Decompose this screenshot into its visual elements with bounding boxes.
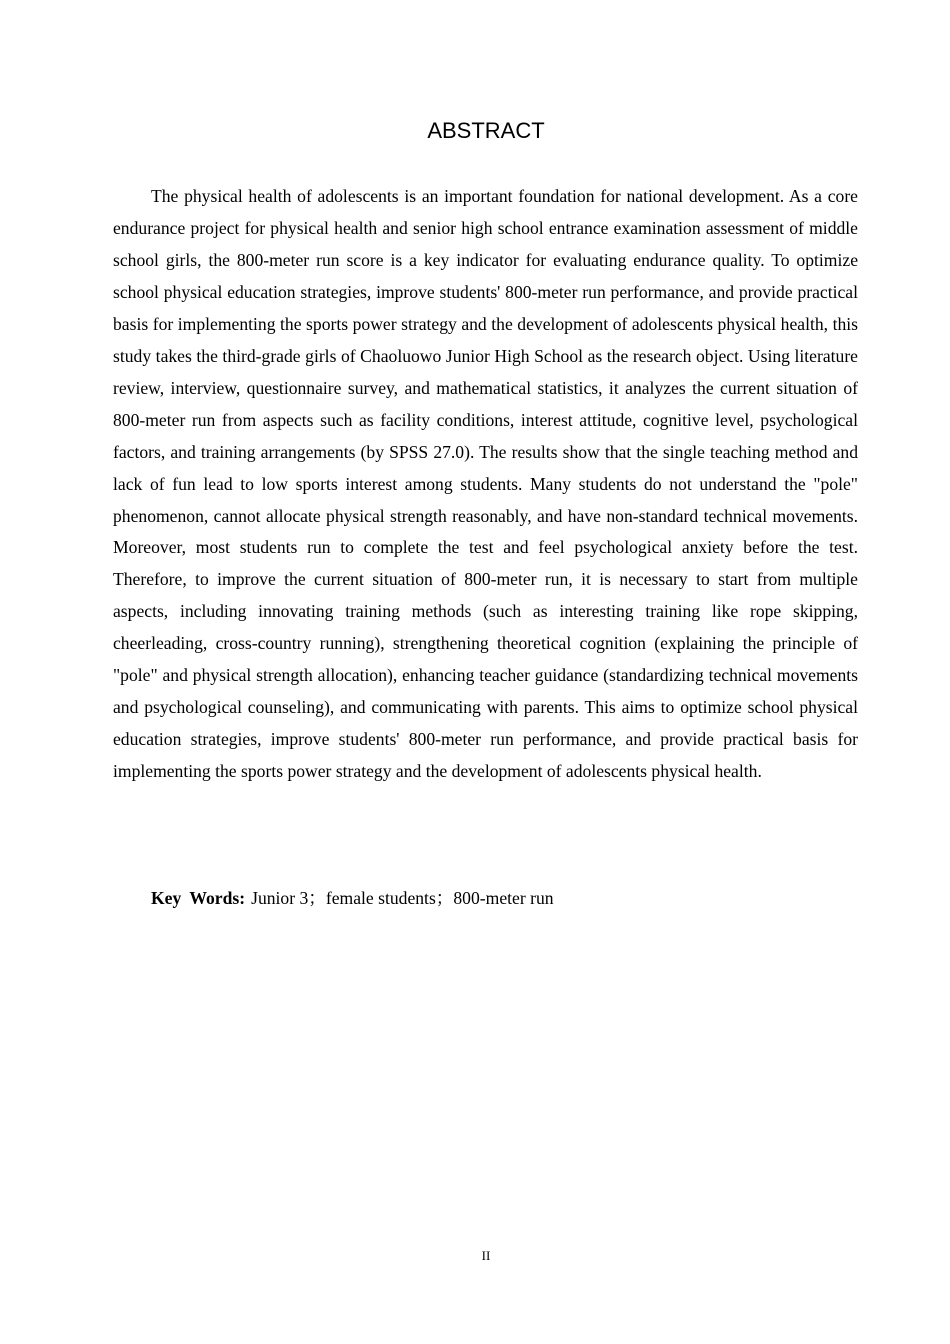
keywords-values: Junior 3；female students；800-meter run xyxy=(251,888,554,908)
keywords-line xyxy=(151,883,851,915)
page-number: II xyxy=(481,1248,491,1263)
abstract-title: ABSTRACT xyxy=(427,118,545,143)
keywords-label: Key Words: xyxy=(151,888,246,908)
abstract-paragraph: The physical health of adolescents is an important foundation for national development. As a core endurance project for physical health and senior high school entrance examination assessment of middle school girls, the 800-meter run score is a key indicator for evaluating endurance quality. To optimize school physical education strategies, improve students' 800-meter run performance, and provide practical basis for implementing the sports power strategy and the development of adolescents physical health, this study takes the third-grade girls of Chaoluowo Junior High School as the research object. Using literature review, interview, questionnaire survey, and mathematical statistics, it analyzes the current situation of 800-meter run from aspects such as facility conditions, interest attitude, cognitive level, psychological factors, and training arrangements (by SPSS 27.0). The results show that the single teaching method and lack of fun lead to low sports interest among students. Many students do not understand the "pole" phenomenon, cannot allocate physical strength reasonably, and have non-standard technical movements. Moreover, most students run to complete the test and feel psychological anxiety before the test. Therefore, to improve the current situation of 800-meter run, it is necessary to start from multiple aspects, including innovating training methods (such as interesting training like rope skipping, cheerleading, cross-country running), strengthening theoretical cognition (explaining the principle of "pole" and physical strength allocation), enhancing teacher guidance (standardizing technical movements and psychological counseling), and communicating with parents. This aims to optimize school physical education strategies, improve students' 800-meter run performance, and provide practical basis for implementing the sports power strategy and the development of adolescents physical health. xyxy=(113,186,858,782)
